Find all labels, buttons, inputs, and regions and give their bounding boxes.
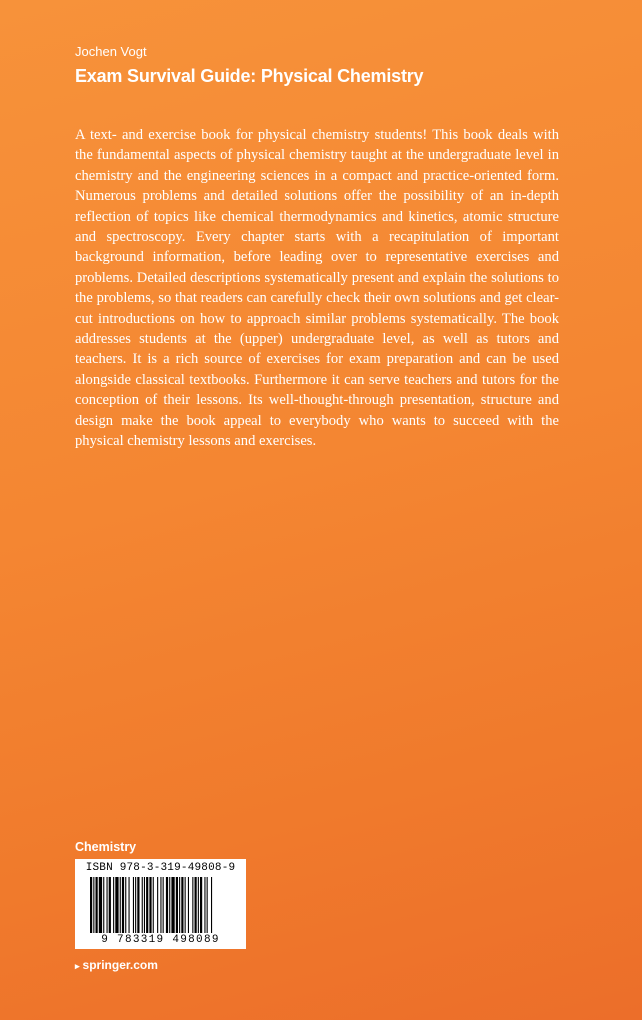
isbn-label: ISBN 978-3-319-49808-9 — [85, 862, 236, 874]
barcode-bar — [185, 877, 186, 933]
barcode-bar — [211, 877, 212, 933]
barcode-bar — [157, 877, 158, 933]
barcode-bar — [142, 877, 143, 933]
subject-category: Chemistry — [75, 840, 137, 854]
barcode-bar — [198, 877, 199, 933]
barcode-bar — [113, 877, 114, 933]
ean-digits: 9 783319 498089 — [101, 934, 220, 946]
barcode-bar — [200, 877, 202, 933]
barcode-bar — [144, 877, 145, 933]
barcode-bar — [109, 877, 111, 933]
barcode-bar — [169, 877, 170, 933]
barcode-bar — [146, 877, 148, 933]
barcode-bar — [179, 877, 180, 933]
barcode-bar — [149, 877, 151, 933]
barcode-bar — [163, 877, 164, 933]
barcode-bar — [99, 877, 102, 933]
barcode-bar — [120, 877, 121, 933]
barcode-bar — [107, 877, 108, 933]
barcode-bar — [115, 877, 118, 933]
book-title: Exam Survival Guide: Physical Chemistry — [75, 66, 424, 86]
barcode-bar — [153, 877, 154, 933]
barcode-bar — [103, 877, 104, 933]
barcode-image — [90, 877, 231, 933]
barcode-bar — [192, 877, 193, 933]
barcode-bar — [125, 877, 126, 933]
barcode-bar — [90, 877, 92, 933]
barcode-bar — [135, 877, 136, 933]
barcode-bar — [133, 877, 134, 933]
barcode-bar — [176, 877, 178, 933]
barcode-bar — [204, 877, 205, 933]
website-label: springer.com — [82, 958, 158, 972]
author-name: Jochen Vogt — [75, 44, 147, 59]
barcode-bar — [195, 877, 197, 933]
barcode-bar — [137, 877, 139, 933]
barcode-bar — [96, 877, 98, 933]
arrow-icon: ▸ — [75, 961, 80, 971]
barcode-bar — [188, 877, 189, 933]
barcode-bar — [160, 877, 161, 933]
barcode-bar — [122, 877, 124, 933]
publisher-website[interactable] — [75, 958, 158, 972]
barcode-bar — [171, 877, 174, 933]
barcode-bar — [166, 877, 168, 933]
book-description: A text- and exercise book for physical chemistry students! This book deals with the fundamental aspects of physical chemistry taught at the undergraduate level in chemistry and the engineering sciences in a compact and practice-oriented form. Numerous problems and detailed solutions offer the possibility of an in-depth reflection of topics like chemical thermodynamics and kinetics, atomic structure and spectroscopy. Every chapter starts with a recapitulation of important background information, before leading over to representative exercises and problems. Detailed descriptions systematically present and explain the solutions to the problems, so that readers can carefully check their own solutions and get clear-cut introductions on how to approach similar problems systematically. The book addresses students at the (upper) undergraduate level, as well as tutors and teachers. It is a rich source of exercises for exam preparation and can be used alongside classical textbooks. Furthermore it can serve teachers and tutors for the conception of their lessons. Its well-thought-through presentation, structure and design make the book appeal to everybody who wants to succeed with the physical chemistry lessons and exercises. — [75, 127, 559, 450]
barcode-bar — [207, 877, 208, 933]
barcode-bar — [93, 877, 94, 933]
barcode-bar — [181, 877, 183, 933]
barcode-panel — [75, 859, 246, 949]
barcode-bar — [129, 877, 130, 933]
